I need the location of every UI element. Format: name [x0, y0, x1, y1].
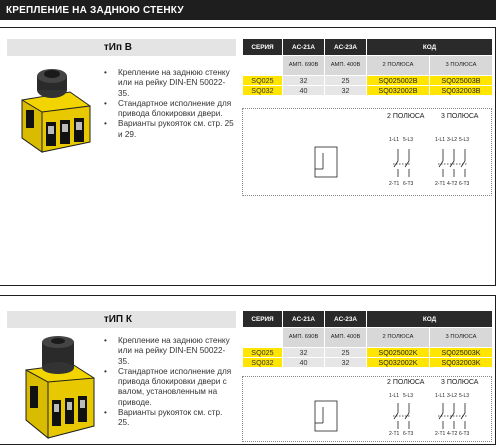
table-row [243, 348, 493, 358]
terminal-label: 5-L3 [403, 393, 414, 399]
terminal-label: 6-T3 [403, 181, 414, 187]
table-cell: 2 ПОЛЮСА [367, 56, 430, 76]
header-bar [0, 0, 496, 20]
table-row [243, 76, 493, 86]
terminal-label: 1-L1 [435, 393, 446, 399]
terminal-label: 1-L1 [389, 393, 400, 399]
terminal-label: 2-T1 [435, 181, 446, 187]
wiring-diagram [242, 108, 492, 196]
spec-table [242, 310, 493, 368]
table-cell: SQ025003B [430, 76, 493, 86]
table-row [243, 358, 493, 368]
features-list [104, 68, 234, 140]
wiring-diagram [242, 376, 492, 442]
terminal-label: 1-L1 [435, 137, 446, 143]
terminal-label: 2-T1 [389, 181, 400, 187]
table-cell: SQ025 [243, 348, 283, 358]
type-label: тИП К [103, 314, 132, 325]
list-item: • Стандартное исполнение для привода блокировки двери с валом, установленным на приводе. [104, 367, 234, 408]
type-label: тИп В [103, 42, 132, 53]
col-header: AC-23A [325, 311, 367, 328]
terminal-label: 6-T3 [459, 181, 470, 187]
section-type-k [0, 295, 496, 445]
table-cell: SQ032003B [430, 86, 493, 96]
col-header: СЕРИЯ [243, 39, 283, 56]
page-title: КРЕПЛЕНИЕ НА ЗАДНЮЮ СТЕНКУ [6, 5, 184, 16]
table-cell: SQ032 [243, 358, 283, 368]
table-cell: 25 [325, 76, 367, 86]
table-cell: АМП. 690В [283, 56, 325, 76]
terminal-label: 5-L3 [459, 393, 470, 399]
col-header: AC-21A [283, 39, 325, 56]
three-pole-label: 3 ПОЛЮСА [441, 113, 479, 120]
col-header: AC-23A [325, 39, 367, 56]
terminal-label: 2-T1 [435, 431, 446, 437]
table-cell: 32 [325, 358, 367, 368]
terminal-label: 5-L3 [403, 137, 414, 143]
table-cell [243, 328, 283, 348]
table-cell: SQ032002B [367, 86, 430, 96]
list-item: • Варианты рукояток см. стр. 25. [104, 408, 234, 429]
table-cell: АМП. 400В [325, 328, 367, 348]
features-list [104, 336, 234, 429]
switch-photo [10, 62, 96, 154]
table-cell: 32 [325, 86, 367, 96]
table-cell: 25 [325, 348, 367, 358]
table-cell: 40 [283, 358, 325, 368]
terminal-label: 4-T2 [447, 431, 458, 437]
list-item: • Крепление на заднюю стенку или на рейку DIN-EN 50022-35. [104, 336, 234, 367]
terminal-label: 4-T2 [447, 181, 458, 187]
table-cell: SQ025002B [367, 76, 430, 86]
col-header: СЕРИЯ [243, 311, 283, 328]
col-header: КОД [367, 39, 493, 56]
two-pole-label: 2 ПОЛЮСА [387, 113, 425, 120]
table-cell: 3 ПОЛЮСА [430, 56, 493, 76]
table-cell: SQ025 [243, 76, 283, 86]
list-item: • Стандартное исполнение для привода блокировки двери. [104, 99, 234, 120]
col-header: КОД [367, 311, 493, 328]
terminal-label: 2-T1 [389, 431, 400, 437]
table-cell: 32 [283, 348, 325, 358]
table-cell [243, 56, 283, 76]
table-cell: 2 ПОЛЮСА [367, 328, 430, 348]
three-pole-label: 3 ПОЛЮСА [441, 379, 479, 386]
table-cell: SQ025002K [367, 348, 430, 358]
terminal-label: 1-L1 [389, 137, 400, 143]
terminal-label: 3-L2 [447, 137, 458, 143]
table-cell: АМП. 400В [325, 56, 367, 76]
terminal-label: 6-T3 [459, 431, 470, 437]
col-header: AC-21A [283, 311, 325, 328]
table-cell: 32 [283, 76, 325, 86]
list-item: • Крепление на заднюю стенку или на рейку DIN-EN 50022-35. [104, 68, 234, 99]
switch-photo [20, 334, 100, 444]
table-cell: 40 [283, 86, 325, 96]
terminal-label: 3-L2 [447, 393, 458, 399]
table-row [243, 86, 493, 96]
type-label-bar [7, 39, 236, 56]
spec-table [242, 38, 493, 96]
table-cell: SQ032002K [367, 358, 430, 368]
list-item: • Варианты рукояток см. стр. 25 и 29. [104, 119, 234, 140]
table-cell: 3 ПОЛЮСА [430, 328, 493, 348]
terminal-label: 6-T3 [403, 431, 414, 437]
table-cell: SQ025003K [430, 348, 493, 358]
terminal-label: 5-L3 [459, 137, 470, 143]
type-label-bar [7, 311, 236, 328]
table-cell: АМП. 690В [283, 328, 325, 348]
table-cell: SQ032003K [430, 358, 493, 368]
section-type-b [0, 27, 496, 286]
two-pole-label: 2 ПОЛЮСА [387, 379, 425, 386]
table-cell: SQ032 [243, 86, 283, 96]
